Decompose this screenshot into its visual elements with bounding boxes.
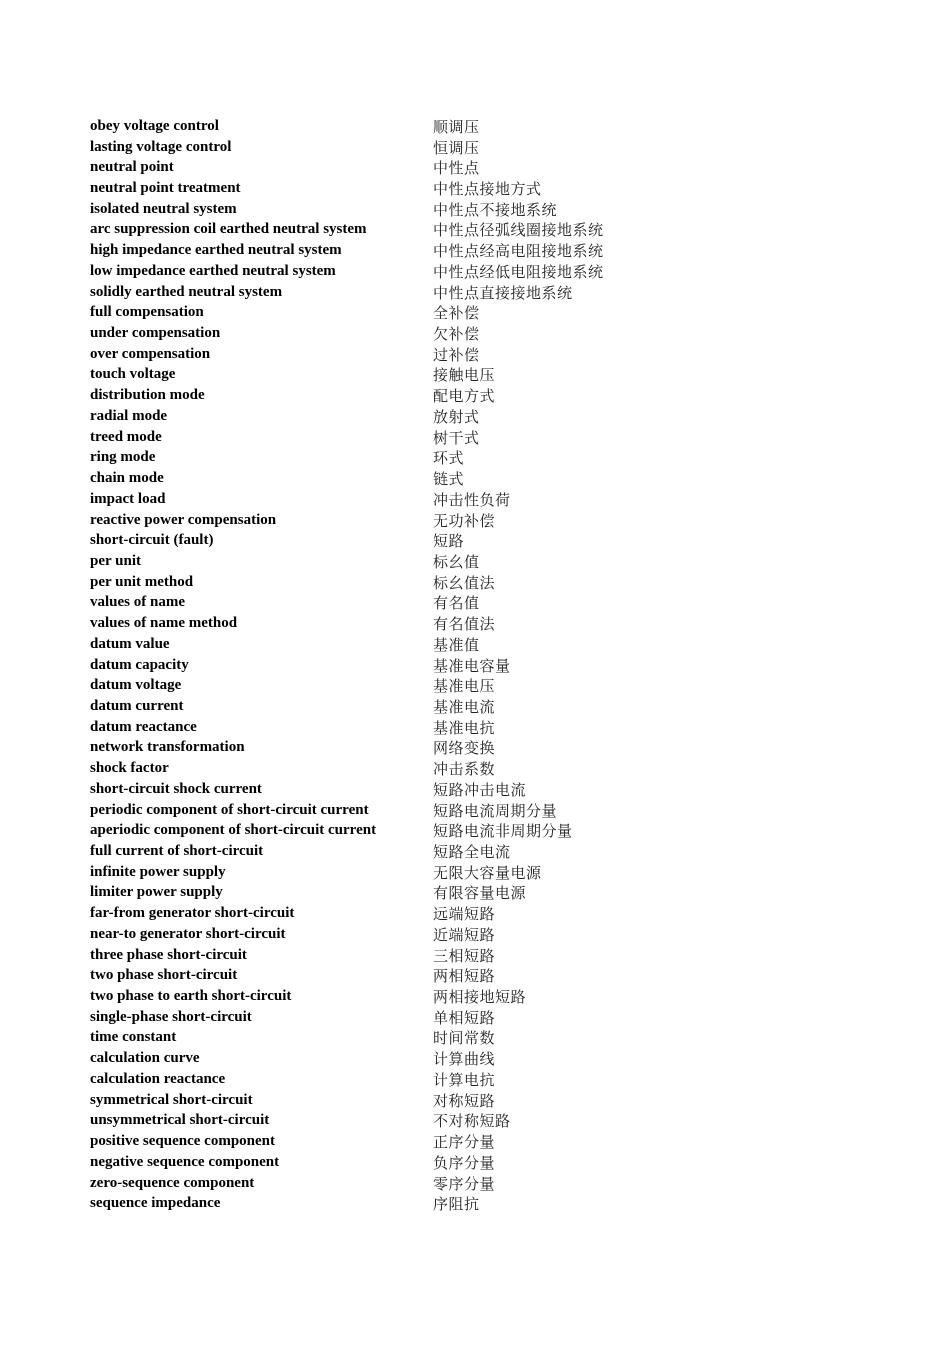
chinese-term: 基准值 xyxy=(433,635,480,654)
english-term: values of name xyxy=(90,594,185,611)
glossary-row xyxy=(90,800,690,821)
chinese-term: 欠补偿 xyxy=(433,325,480,344)
glossary-row xyxy=(90,406,690,427)
glossary-row xyxy=(90,945,690,966)
english-term: chain mode xyxy=(90,470,164,487)
chinese-term: 短路全电流 xyxy=(433,843,511,862)
english-term: calculation curve xyxy=(90,1050,200,1067)
glossary-row xyxy=(90,924,690,945)
english-term: distribution mode xyxy=(90,387,205,404)
english-term: isolated neutral system xyxy=(90,200,237,217)
chinese-term: 接触电压 xyxy=(433,366,496,385)
english-term: datum voltage xyxy=(90,677,182,694)
glossary-row xyxy=(90,178,690,199)
english-term: impact load xyxy=(90,490,166,507)
english-term: over compensation xyxy=(90,345,211,362)
chinese-term: 基准电抗 xyxy=(433,718,496,737)
english-term: positive sequence component xyxy=(90,1133,275,1150)
english-term: datum reactance xyxy=(90,718,197,735)
english-term: full current of short-circuit xyxy=(90,843,264,860)
glossary-row xyxy=(90,137,690,158)
chinese-term: 中性点经高电阻接地系统 xyxy=(433,242,604,261)
chinese-term: 负序分量 xyxy=(433,1153,496,1172)
glossary-row xyxy=(90,1069,690,1090)
chinese-term: 标幺值法 xyxy=(433,573,496,592)
english-term: values of name method xyxy=(90,615,238,632)
glossary-row xyxy=(90,1173,690,1194)
chinese-term: 有限容量电源 xyxy=(433,884,527,903)
chinese-term: 冲击系数 xyxy=(433,760,496,779)
chinese-term: 不对称短路 xyxy=(433,1112,511,1131)
chinese-term: 标幺值 xyxy=(433,552,480,571)
english-term: shock factor xyxy=(90,760,169,777)
chinese-term: 中性点径弧线圈接地系统 xyxy=(433,221,604,240)
glossary-row xyxy=(90,489,690,510)
glossary-row xyxy=(90,1048,690,1069)
chinese-term: 基准电容量 xyxy=(433,656,511,675)
chinese-term: 无功补偿 xyxy=(433,511,496,530)
english-term: sequence impedance xyxy=(90,1195,221,1212)
chinese-term: 冲击性负荷 xyxy=(433,490,511,509)
chinese-term: 远端短路 xyxy=(433,905,496,924)
chinese-term: 顺调压 xyxy=(433,117,480,136)
glossary-row xyxy=(90,302,690,323)
english-term: zero-sequence component xyxy=(90,1174,255,1191)
english-term: per unit xyxy=(90,552,141,569)
glossary-row xyxy=(90,551,690,572)
chinese-term: 对称短路 xyxy=(433,1091,496,1110)
english-term: unsymmetrical short-circuit xyxy=(90,1112,270,1129)
chinese-term: 恒调压 xyxy=(433,138,480,157)
glossary-row xyxy=(90,779,690,800)
glossary-row xyxy=(90,613,690,634)
glossary-row xyxy=(90,530,690,551)
glossary-row xyxy=(90,820,690,841)
english-term: short-circuit shock current xyxy=(90,780,262,797)
chinese-term: 基准电压 xyxy=(433,677,496,696)
english-term: solidly earthed neutral system xyxy=(90,283,283,300)
english-term: full compensation xyxy=(90,304,204,321)
glossary-row xyxy=(90,1090,690,1111)
glossary-row xyxy=(90,572,690,593)
chinese-term: 中性点直接接地系统 xyxy=(433,283,573,302)
english-term: arc suppression coil earthed neutral system xyxy=(90,221,367,238)
chinese-term: 链式 xyxy=(433,470,465,489)
glossary-row xyxy=(90,282,690,303)
english-term: radial mode xyxy=(90,407,168,424)
glossary-row xyxy=(90,427,690,448)
chinese-term: 放射式 xyxy=(433,407,480,426)
english-term: low impedance earthed neutral system xyxy=(90,262,336,279)
english-term: ring mode xyxy=(90,449,156,466)
glossary-row xyxy=(90,344,690,365)
glossary-row xyxy=(90,965,690,986)
glossary-row xyxy=(90,385,690,406)
glossary-row xyxy=(90,323,690,344)
chinese-term: 短路 xyxy=(433,532,465,551)
english-term: under compensation xyxy=(90,325,221,342)
chinese-term: 树干式 xyxy=(433,428,480,447)
english-term: far-from generator short-circuit xyxy=(90,905,295,922)
chinese-term: 无限大容量电源 xyxy=(433,863,542,882)
chinese-term: 中性点 xyxy=(433,159,480,178)
english-term: treed mode xyxy=(90,428,162,445)
glossary-row xyxy=(90,1131,690,1152)
english-term: three phase short-circuit xyxy=(90,946,247,963)
english-term: touch voltage xyxy=(90,366,176,383)
chinese-term: 两相接地短路 xyxy=(433,988,527,1007)
glossary-row xyxy=(90,510,690,531)
chinese-term: 短路冲击电流 xyxy=(433,780,527,799)
glossary-row xyxy=(90,1111,690,1132)
chinese-term: 三相短路 xyxy=(433,946,496,965)
glossary-row xyxy=(90,841,690,862)
chinese-term: 时间常数 xyxy=(433,1029,496,1048)
glossary-row xyxy=(90,157,690,178)
english-term: neutral point treatment xyxy=(90,180,241,197)
glossary-row xyxy=(90,261,690,282)
chinese-term: 计算曲线 xyxy=(433,1050,496,1069)
chinese-term: 序阻抗 xyxy=(433,1195,480,1214)
glossary-row xyxy=(90,986,690,1007)
chinese-term: 有名值法 xyxy=(433,615,496,634)
glossary-row xyxy=(90,717,690,738)
english-term: negative sequence component xyxy=(90,1153,280,1170)
english-term: symmetrical short-circuit xyxy=(90,1091,253,1108)
glossary-row xyxy=(90,1007,690,1028)
chinese-term: 短路电流周期分量 xyxy=(433,801,558,820)
english-term: single-phase short-circuit xyxy=(90,1008,252,1025)
glossary-list xyxy=(90,116,690,1214)
glossary-row xyxy=(90,220,690,241)
chinese-term: 网络变换 xyxy=(433,739,496,758)
chinese-term: 正序分量 xyxy=(433,1133,496,1152)
glossary-row xyxy=(90,593,690,614)
english-term: datum capacity xyxy=(90,656,189,673)
chinese-term: 过补偿 xyxy=(433,345,480,364)
chinese-term: 中性点经低电阻接地系统 xyxy=(433,262,604,281)
english-term: per unit method xyxy=(90,573,194,590)
chinese-term: 单相短路 xyxy=(433,1008,496,1027)
glossary-row xyxy=(90,675,690,696)
english-term: near-to generator short-circuit xyxy=(90,925,286,942)
glossary-row xyxy=(90,862,690,883)
glossary-row xyxy=(90,240,690,261)
glossary-row xyxy=(90,634,690,655)
glossary-row xyxy=(90,738,690,759)
english-term: two phase to earth short-circuit xyxy=(90,988,292,1005)
english-term: obey voltage control xyxy=(90,117,219,134)
chinese-term: 短路电流非周期分量 xyxy=(433,822,573,841)
glossary-row xyxy=(90,116,690,137)
glossary-row xyxy=(90,1152,690,1173)
english-term: high impedance earthed neutral system xyxy=(90,242,342,259)
chinese-term: 中性点接地方式 xyxy=(433,180,542,199)
glossary-row xyxy=(90,1028,690,1049)
glossary-row xyxy=(90,903,690,924)
english-term: lasting voltage control xyxy=(90,138,232,155)
chinese-term: 有名值 xyxy=(433,594,480,613)
glossary-row xyxy=(90,758,690,779)
chinese-term: 两相短路 xyxy=(433,967,496,986)
chinese-term: 计算电抗 xyxy=(433,1070,496,1089)
english-term: two phase short-circuit xyxy=(90,967,238,984)
chinese-term: 环式 xyxy=(433,449,465,468)
english-term: calculation reactance xyxy=(90,1070,226,1087)
glossary-row xyxy=(90,696,690,717)
english-term: datum value xyxy=(90,635,170,652)
english-term: aperiodic component of short-circuit current xyxy=(90,822,377,839)
glossary-row xyxy=(90,199,690,220)
english-term: short-circuit (fault) xyxy=(90,532,214,549)
chinese-term: 配电方式 xyxy=(433,387,496,406)
english-term: periodic component of short-circuit current xyxy=(90,801,369,818)
chinese-term: 基准电流 xyxy=(433,697,496,716)
chinese-term: 近端短路 xyxy=(433,925,496,944)
english-term: limiter power supply xyxy=(90,884,223,901)
chinese-term: 中性点不接地系统 xyxy=(433,200,558,219)
glossary-row xyxy=(90,365,690,386)
glossary-row xyxy=(90,468,690,489)
glossary-row xyxy=(90,655,690,676)
glossary-row xyxy=(90,1193,690,1214)
chinese-term: 零序分量 xyxy=(433,1174,496,1193)
english-term: network transformation xyxy=(90,739,245,756)
english-term: reactive power compensation xyxy=(90,511,277,528)
english-term: infinite power supply xyxy=(90,863,226,880)
english-term: neutral point xyxy=(90,159,174,176)
english-term: datum current xyxy=(90,697,184,714)
glossary-row xyxy=(90,883,690,904)
chinese-term: 全补偿 xyxy=(433,304,480,323)
english-term: time constant xyxy=(90,1029,177,1046)
glossary-row xyxy=(90,448,690,469)
